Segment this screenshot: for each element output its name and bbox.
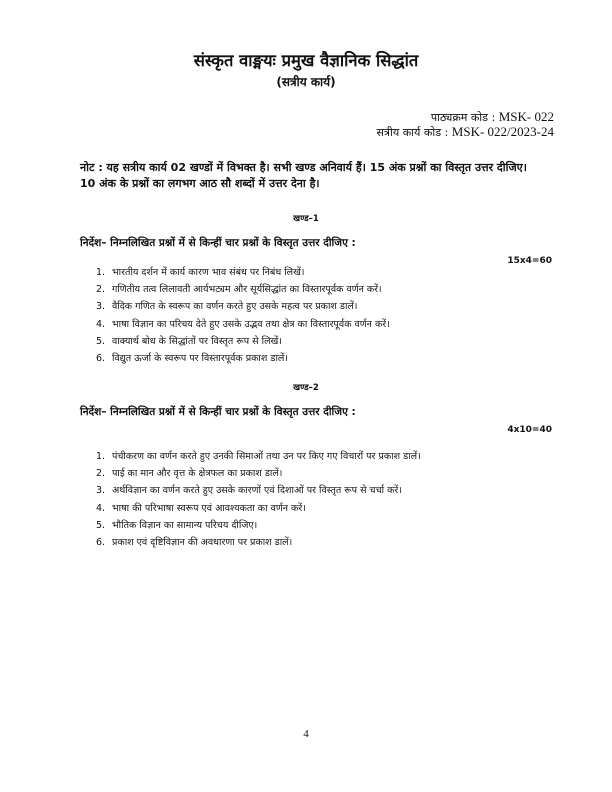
- question-number: 4.: [96, 502, 106, 514]
- document-subtitle: (सत्रीय कार्य): [276, 75, 336, 89]
- question-number: 6.: [96, 353, 106, 365]
- question-text: अर्थविज्ञान का वर्णन करते हुए उसके कारणों एवं दिशाओं पर विस्तृत रूप से चर्चा करें।: [112, 485, 402, 497]
- page-number: 4: [303, 728, 309, 740]
- question-text: वाक्यार्थ बोध के सिद्धांतों पर विस्तृत रूप से लिखें।: [112, 335, 282, 347]
- question-text: भाषा की परिभाषा स्वरूप एवं आवश्यकता का वर्णन करें।: [112, 502, 306, 514]
- question-item: [80, 448, 540, 465]
- section-1-title: खण्ड–1: [293, 214, 319, 224]
- section-2-marks: 4x10=40: [507, 425, 552, 435]
- question-number: 4.: [96, 318, 106, 330]
- instructions-note: नोट : यह सत्रीय कार्य 02 खण्डों में विभक्त है। सभी खण्ड अनिवार्य हैं। 15 अंक प्रश्नों का विस्तृत उत्तर दीजिए। 10 अंक के प्रश्नों का लगभग आठ सौ शब्दों में उत्तर देना है।: [80, 161, 527, 190]
- question-item: [80, 500, 540, 517]
- question-text: गणितीय तत्व लिलावती आर्यभट्यम और सूर्यसिद्धांत का विस्तारपूर्वक वर्णन करें।: [112, 284, 382, 296]
- question-number: 3.: [96, 485, 106, 497]
- course-code: [431, 109, 554, 125]
- question-number: 6.: [96, 537, 106, 549]
- question-item: [80, 350, 540, 367]
- document-title: संस्कृत वाङ्मयः प्रमुख वैज्ञानिक सिद्धांत: [193, 51, 419, 70]
- question-item: [80, 517, 540, 534]
- course-code-value: MSK- 022: [498, 109, 554, 124]
- question-text: भारतीय दर्शन में कार्य कारण भाव संबंध पर निबंध लिखें।: [112, 267, 305, 278]
- question-number: 2.: [96, 284, 106, 296]
- section-2-questions: [80, 448, 540, 551]
- question-text: प्रकाश एवं दृष्टिविज्ञान की अवधारणा पर प्रकाश डालें।: [112, 537, 293, 549]
- question-item: [80, 534, 540, 551]
- question-text: पंचीकरण का वर्णन करते हुए उनकी सिमाओं तथा उन पर किए गए विचारों पर प्रकाश डालें।: [112, 451, 421, 462]
- course-code-label: पाठ्यक्रम कोड :: [430, 111, 499, 124]
- assignment-code-label: सत्रीय कार्य कोड :: [376, 126, 452, 139]
- question-item: [80, 316, 540, 333]
- section-1-instruction: निर्देश– निम्नलिखित प्रश्नों में से किन्हीं चार प्रश्नों के विस्तृत उत्तर दीजिए :: [80, 237, 356, 249]
- question-text: वैदिक गणित के स्वरूप का वर्णन करते हुए उसके महत्व पर प्रकाश डालें।: [112, 301, 358, 313]
- question-item: [80, 465, 540, 482]
- section-2-instruction: निर्देश– निम्नलिखित प्रश्नों में से किन्हीं चार प्रश्नों के विस्तृत उत्तर दीजिए :: [80, 406, 356, 418]
- question-item: [80, 264, 540, 281]
- question-item: [80, 298, 540, 315]
- assignment-code: [377, 124, 555, 140]
- question-number: 3.: [96, 301, 106, 313]
- question-item: [80, 281, 540, 298]
- question-number: 2.: [96, 468, 106, 480]
- question-number: 1.: [96, 451, 106, 462]
- question-text: पाई का मान और वृत्त के क्षेत्रफल का प्रकाश डालें।: [112, 468, 283, 480]
- section-1-marks: 15x4=60: [507, 256, 552, 266]
- question-number: 1.: [96, 267, 106, 278]
- question-text: भौतिक विज्ञान का सामान्य परिचय दीजिए।: [112, 519, 258, 531]
- assignment-code-value: MSK- 022/2023-24: [451, 124, 554, 139]
- question-item: [80, 482, 540, 499]
- question-number: 5.: [96, 335, 106, 347]
- question-item: [80, 333, 540, 350]
- section-1-questions: [80, 264, 540, 367]
- question-text: भाषा विज्ञान का परिचय देते हुए उसके उद्भव तथा क्षेत्र का विस्तारपूर्वक वर्णन करें।: [112, 318, 390, 330]
- question-number: 5.: [96, 519, 106, 531]
- question-text: विद्युत ऊर्जा के स्वरूप पर विस्तारपूर्वक प्रकाश डालें।: [112, 353, 288, 365]
- section-2-title: खण्ड–2: [293, 383, 319, 393]
